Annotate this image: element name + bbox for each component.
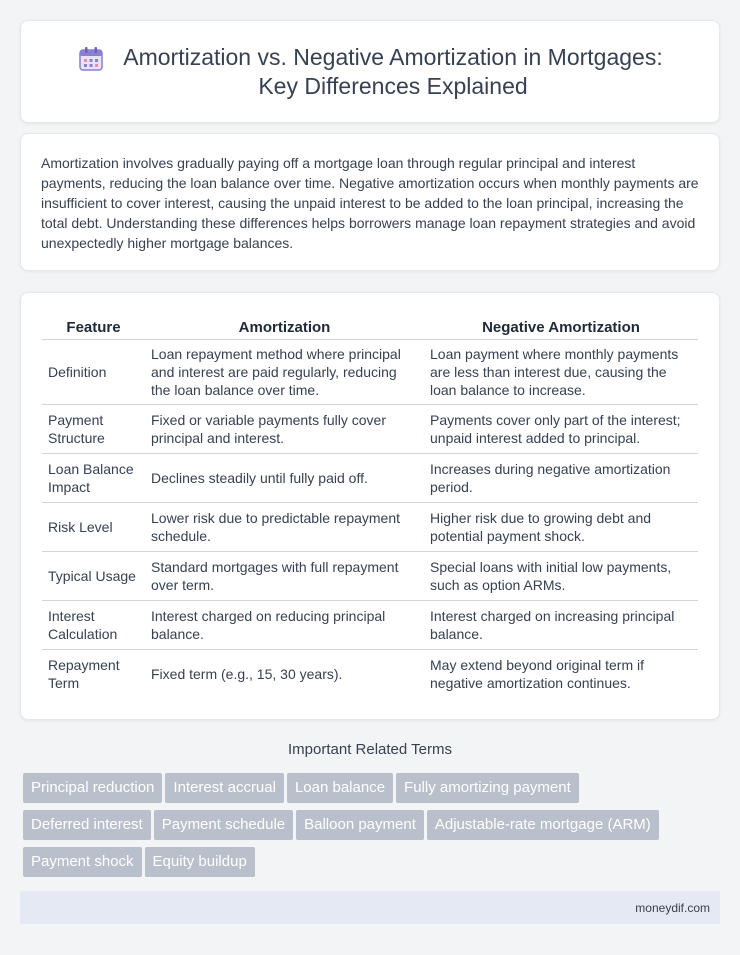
cell-feature: Loan Balance Impact: [42, 453, 145, 502]
header-feature: Feature: [66, 318, 121, 336]
cell-amortization: Standard mortgages with full repayment over term.: [145, 551, 424, 600]
cell-amortization: Fixed term (e.g., 15, 30 years).: [145, 649, 424, 698]
page-title-line-2: Key Differences Explained: [258, 72, 528, 99]
related-terms-list: [23, 773, 723, 884]
comparison-card: [20, 292, 720, 720]
cell-negative-amortization: Payments cover only part of the interest; unpaid interest added to principal.: [424, 404, 698, 453]
intro-paragraph: Amortization involves gradually paying off a mortgage loan through regular principal and interest payments, reducing the loan balance over time. Negative amortization occurs when monthly payments are insufficient to cover interest, causing the unpaid interest to be added to the loan principal, increasing the total debt. Understanding these differences helps borrowers manage loan repayment strategies and avoid unexpectedly higher mortgage balances.: [41, 155, 699, 251]
cell-feature: Typical Usage: [42, 551, 145, 600]
table-header-row: [42, 315, 698, 339]
cell-negative-amortization: Increases during negative amortization period.: [424, 453, 698, 502]
table-row: [42, 339, 698, 404]
intro-card: [20, 133, 720, 271]
related-terms-title: Important Related Terms: [288, 741, 452, 758]
cell-feature: Risk Level: [42, 502, 145, 551]
title-card: [20, 20, 720, 123]
table-row: [42, 453, 698, 502]
cell-amortization: Loan repayment method where principal and interest are paid regularly, reducing the loan balance over time.: [145, 339, 424, 404]
comparison-table: [42, 315, 698, 698]
table-row: [42, 649, 698, 698]
cell-amortization: Declines steadily until fully paid off.: [145, 453, 424, 502]
cell-negative-amortization: May extend beyond original term if negative amortization continues.: [424, 649, 698, 698]
cell-feature: Payment Structure: [42, 404, 145, 453]
cell-amortization: Lower risk due to predictable repayment schedule.: [145, 502, 424, 551]
cell-negative-amortization: Higher risk due to growing debt and potential payment shock.: [424, 502, 698, 551]
related-term-tag[interactable]: Balloon payment: [296, 810, 424, 840]
table-row: [42, 502, 698, 551]
cell-amortization: Interest charged on reducing principal balance.: [145, 600, 424, 649]
related-term-tag[interactable]: Loan balance: [287, 773, 393, 803]
footer: [20, 891, 720, 924]
cell-amortization: Fixed or variable payments fully cover principal and interest.: [145, 404, 424, 453]
page-title-line-1: Amortization vs. Negative Amortization in Mortgages:: [123, 43, 663, 70]
related-term-tag[interactable]: Equity buildup: [145, 847, 255, 877]
calendar-icon: [77, 45, 105, 73]
cell-negative-amortization: Loan payment where monthly payments are less than interest due, causing the loan balance to increase.: [424, 339, 698, 404]
table-row: [42, 551, 698, 600]
related-term-tag[interactable]: Payment schedule: [154, 810, 293, 840]
related-term-tag[interactable]: Interest accrual: [165, 773, 284, 803]
cell-feature: Repayment Term: [42, 649, 145, 698]
related-term-tag[interactable]: Payment shock: [23, 847, 142, 877]
cell-feature: Definition: [42, 339, 145, 404]
table-row: [42, 404, 698, 453]
table-row: [42, 600, 698, 649]
page-title: [123, 43, 662, 101]
cell-feature: Interest Calculation: [42, 600, 145, 649]
header-amortization: Amortization: [238, 318, 331, 336]
footer-site-link[interactable]: moneydif.com: [635, 901, 710, 915]
cell-negative-amortization: Interest charged on increasing principal balance.: [424, 600, 698, 649]
cell-negative-amortization: Special loans with initial low payments, such as option ARMs.: [424, 551, 698, 600]
related-term-tag[interactable]: Principal reduction: [23, 773, 162, 803]
header-negative-amortization: Negative Amortization: [482, 318, 640, 336]
related-term-tag[interactable]: Fully amortizing payment: [396, 773, 579, 803]
related-term-tag[interactable]: Deferred interest: [23, 810, 151, 840]
related-term-tag[interactable]: Adjustable-rate mortgage (ARM): [427, 810, 659, 840]
